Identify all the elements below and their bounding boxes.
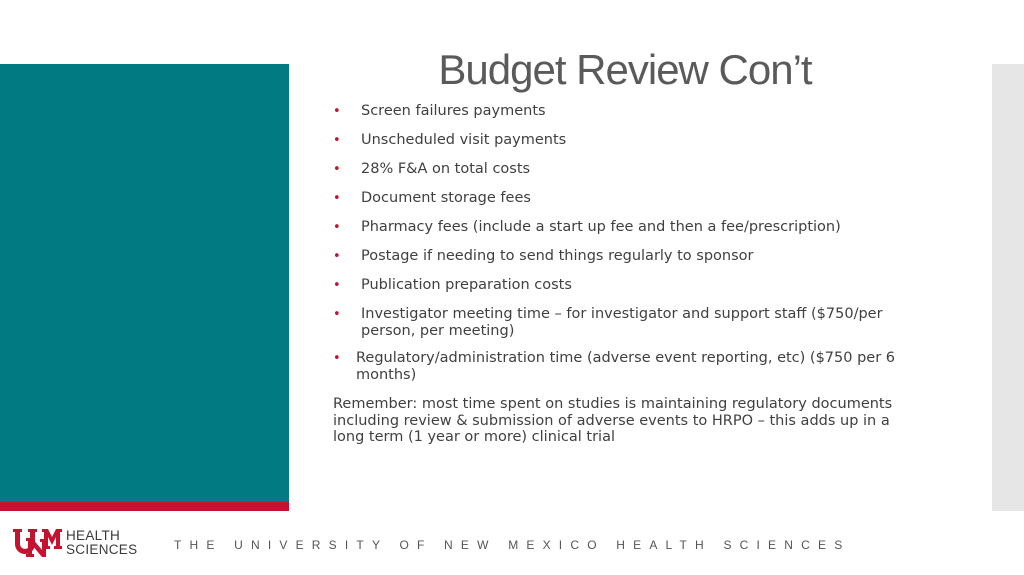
bullet-icon: •: [333, 220, 341, 235]
gray-edge-strip: [992, 64, 1024, 511]
bullet-icon: •: [333, 249, 341, 264]
red-accent-bar: [0, 502, 289, 511]
footer-tagline: THE UNIVERSITY OF NEW MEXICO HEALTH SCIENCES: [174, 538, 851, 552]
bullet-icon: •: [333, 307, 341, 322]
bullet-item: [333, 277, 933, 294]
bullet-icon: •: [333, 162, 341, 177]
bullet-text: Investigator meeting time – for investigator and support staff ($750/per person, per meeting): [361, 306, 883, 339]
brand-line-2: SCIENCES: [66, 542, 138, 557]
bullet-text: Regulatory/administration time (adverse event reporting, etc) ($750 per 6 months): [356, 350, 895, 383]
brand-line-1: HEALTH: [66, 528, 121, 543]
bullet-text: Pharmacy fees (include a start up fee and then a fee/prescription): [361, 219, 841, 235]
footer-brand: [66, 529, 137, 557]
bullet-item: [333, 350, 933, 384]
slide-title: Budget Review Con’t: [438, 46, 812, 93]
bullet-icon: •: [333, 278, 341, 293]
bullet-item: [333, 161, 933, 178]
bullet-item: [333, 219, 933, 236]
bullet-text: Postage if needing to send things regularly to sponsor: [361, 248, 754, 264]
teal-side-panel: [0, 64, 289, 502]
bullet-item: [333, 306, 933, 340]
bullet-list: [333, 103, 933, 396]
bullet-item: [333, 248, 933, 265]
bullet-icon: •: [333, 104, 341, 119]
bullet-text: Document storage fees: [361, 190, 531, 206]
bullet-icon: •: [333, 351, 341, 366]
bullet-icon: •: [333, 133, 341, 148]
bullet-icon: •: [333, 191, 341, 206]
bullet-text: Screen failures payments: [361, 103, 546, 119]
unm-logo-icon: [12, 528, 62, 558]
bullet-item: [333, 190, 933, 207]
bullet-text: 28% F&A on total costs: [361, 161, 531, 177]
remember-note: Remember: most time spent on studies is maintaining regulatory documents including review & submission of adverse events to HRPO – this adds up in a long term (1 year or more) clinical trial: [333, 396, 893, 445]
bullet-text: Unscheduled visit payments: [361, 132, 567, 148]
bullet-item: [333, 132, 933, 149]
bullet-text: Publication preparation costs: [361, 277, 572, 293]
bullet-item: [333, 103, 933, 120]
